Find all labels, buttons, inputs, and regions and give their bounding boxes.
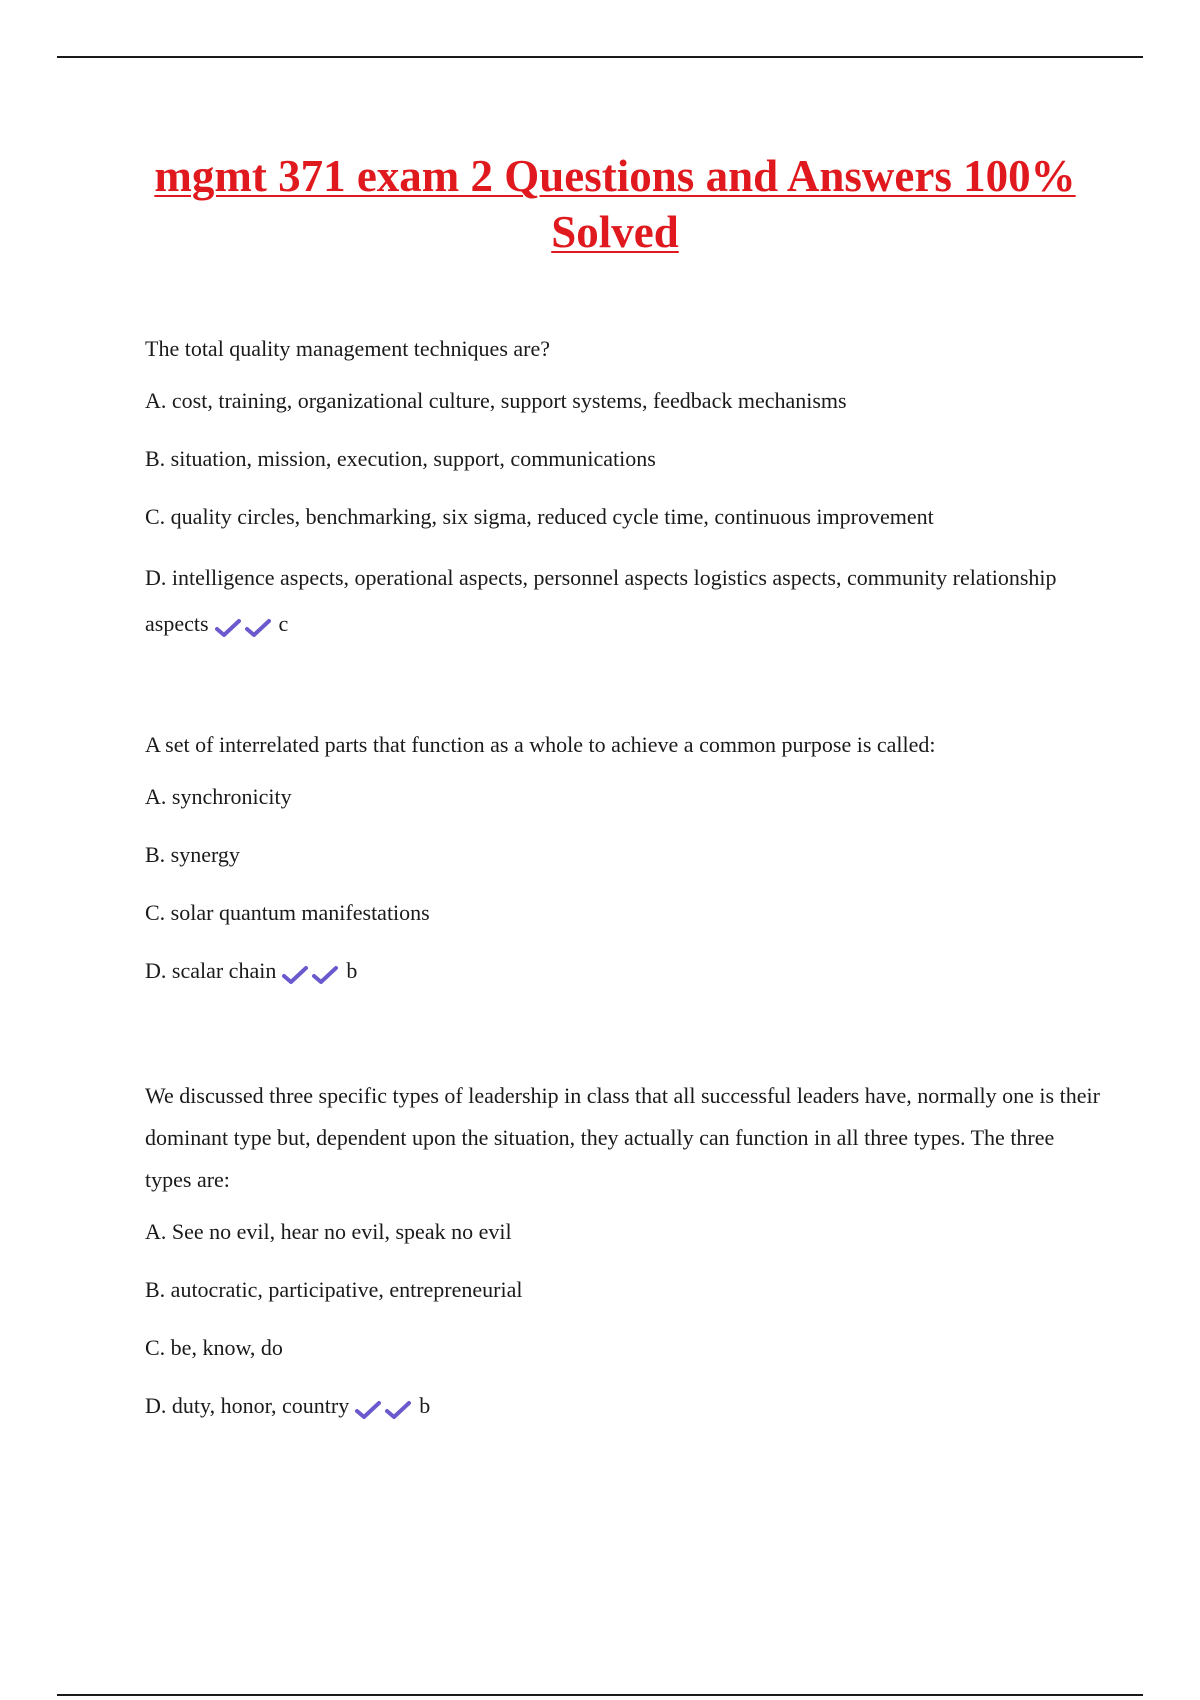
- option-a: A. cost, training, organizational culture, support systems, feedback mechanisms: [145, 388, 847, 413]
- option-a: A. See no evil, hear no evil, speak no evil: [145, 1219, 512, 1244]
- check-icon: [385, 1400, 411, 1420]
- answer-letter: b: [419, 1393, 431, 1418]
- answer-checkmarks: [355, 1392, 415, 1424]
- answer-letter: b: [346, 958, 358, 983]
- option-d: D. duty, honor, country: [145, 1393, 350, 1418]
- question-text: A set of interrelated parts that function as a whole to achieve a common purpose is called:: [145, 732, 936, 757]
- check-icon: [355, 1400, 381, 1420]
- question-1: [145, 328, 1105, 675]
- option-b: B. synergy: [145, 842, 240, 867]
- option-c: C. be, know, do: [145, 1335, 283, 1360]
- answer-letter: c: [278, 611, 289, 636]
- question-2: [145, 724, 1105, 1015]
- check-icon: [245, 618, 271, 638]
- bottom-rule: [57, 1694, 1143, 1696]
- question-text: The total quality management techniques are?: [145, 336, 551, 361]
- option-d: D. intelligence aspects, operational aspects, personnel aspects logistics aspects, community relationship aspects: [145, 565, 1057, 636]
- option-c: C. solar quantum manifestations: [145, 900, 430, 925]
- top-rule: [57, 56, 1143, 58]
- option-d: D. scalar chain: [145, 958, 277, 983]
- option-d-with-answer: [145, 955, 1105, 989]
- option-b: B. autocratic, participative, entrepreneurial: [145, 1277, 523, 1302]
- option-d-with-answer: [145, 555, 1105, 649]
- question-3: [145, 1075, 1105, 1450]
- option-d-with-answer: [145, 1390, 1105, 1424]
- answer-checkmarks: [282, 957, 342, 989]
- option-c: C. quality circles, benchmarking, six sigma, reduced cycle time, continuous improvement: [145, 504, 934, 529]
- check-icon: [282, 965, 308, 985]
- document-title: mgmt 371 exam 2 Questions and Answers 100% Solved: [154, 151, 1076, 257]
- check-icon: [312, 965, 338, 985]
- check-icon: [215, 618, 241, 638]
- answer-checkmarks: [215, 603, 275, 649]
- option-a: A. synchronicity: [145, 784, 292, 809]
- option-b: B. situation, mission, execution, support, communications: [145, 446, 656, 471]
- question-text: We discussed three specific types of leadership in class that all successful leaders have, normally one is their dominant type but, dependent upon the situation, they actually can function in all three types. The three types are:: [145, 1083, 1100, 1192]
